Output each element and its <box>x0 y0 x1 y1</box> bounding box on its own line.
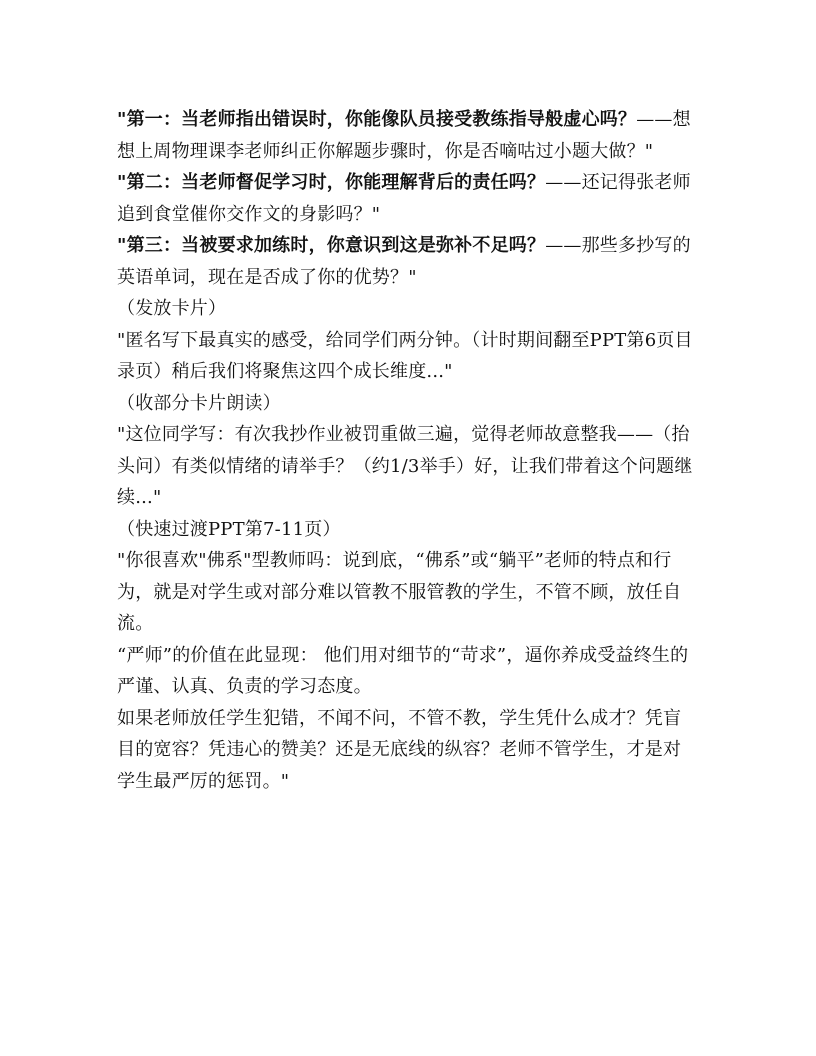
paragraph-8-text: （快速过渡PPT第7-11页） <box>117 518 341 540</box>
paragraph-11 <box>117 703 697 798</box>
paragraph-7 <box>117 419 697 514</box>
document-page <box>117 104 697 797</box>
paragraph-5-text: "匿名写下最真实的感受，给同学们两分钟。（计时期间翻至PPT第6页目录页）稍后我们将聚焦这四个成长维度..." <box>117 329 693 382</box>
paragraph-9 <box>117 545 697 640</box>
stage-direction-transition <box>117 514 697 546</box>
paragraph-4-text: （发放卡片） <box>117 298 227 319</box>
paragraph-7-text: "这位同学写：有次我抄作业被罚重做三遍，觉得老师故意整我——（抬头问）有类似情绪的请举手？（约1/3举手）好，让我们带着这个问题继续..." <box>117 424 693 508</box>
paragraph-3-bold: "第三：当被要求加练时，你意识到这是弥补不足吗？ <box>117 235 546 256</box>
paragraph-3 <box>117 230 697 293</box>
paragraph-1 <box>117 104 697 167</box>
stage-direction-read-cards <box>117 388 697 420</box>
paragraph-1-text: ——想想上周物理课李老师纠正你解题步骤时，你是否嘀咕过小题大做？" <box>117 109 691 162</box>
paragraph-2 <box>117 167 697 230</box>
paragraph-2-bold: "第二：当老师督促学习时，你能理解背后的责任吗？ <box>117 172 546 193</box>
paragraph-10 <box>117 640 697 703</box>
paragraph-11-text: 如果老师放任学生犯错，不闻不问，不管不教，学生凭什么成才？凭盲目的宽容？凭违心的赞美？还是无底线的纵容？老师不管学生，才是对学生最严厉的惩罚。" <box>117 707 682 792</box>
paragraph-3-text: ——那些多抄写的英语单词，现在是否成了你的优势？" <box>117 235 691 288</box>
paragraph-5 <box>117 325 697 388</box>
paragraph-9-text: "你很喜欢"佛系"型教师吗：说到底，“佛系”或“躺平”老师的特点和行为，就是对学生或对部分难以管教不服管教的学生，不管不顾，放任自流。 <box>117 550 682 634</box>
paragraph-2-text: ——还记得张老师追到食堂催你交作文的身影吗？" <box>117 172 691 225</box>
paragraph-10-text: “严师”的价值在此显现： 他们用对细节的“苛求”，逼你养成受益终生的严谨、认真、负责的学习态度。 <box>117 644 689 697</box>
paragraph-6-text: （收部分卡片朗读） <box>117 392 281 414</box>
paragraph-1-bold: "第一：当老师指出错误时，你能像队员接受教练指导般虚心吗？ <box>117 109 637 130</box>
stage-direction-distribute-cards <box>117 293 697 325</box>
